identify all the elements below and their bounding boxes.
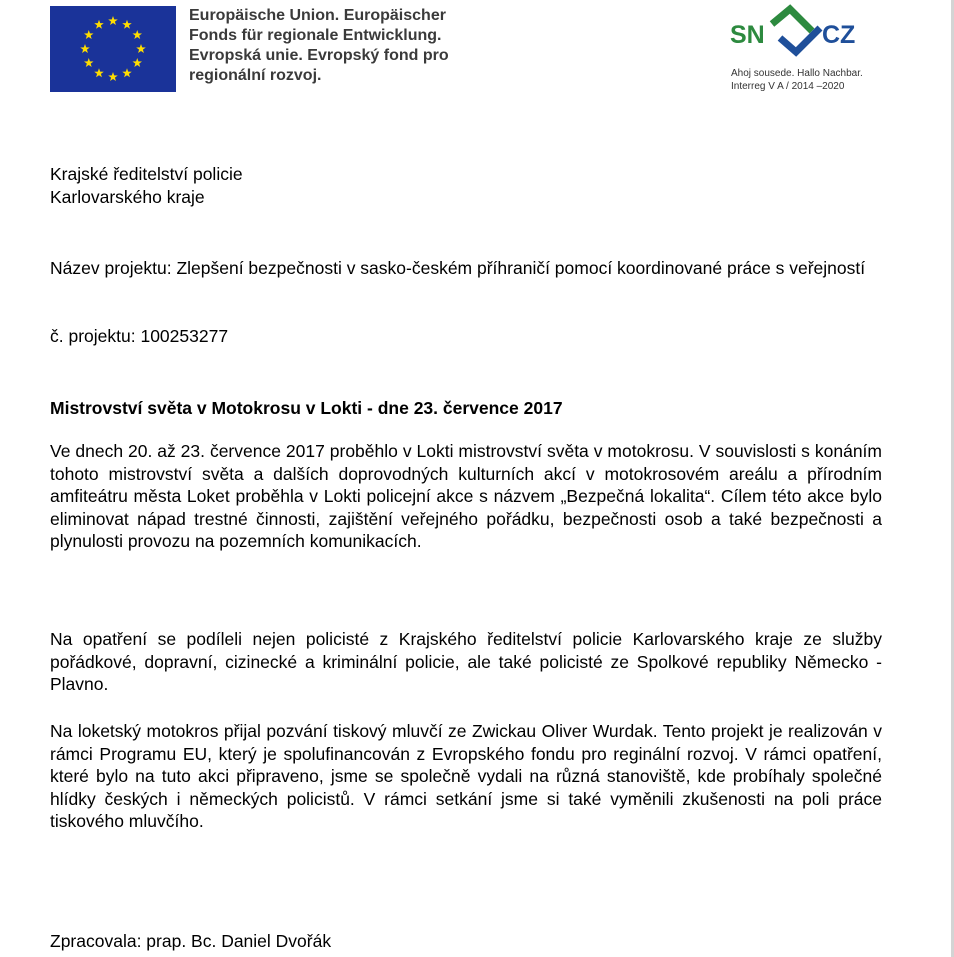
eu-star-icon bbox=[84, 58, 94, 67]
sn-cz-interreg-logo bbox=[728, 4, 868, 100]
sn-cz-logo-icon bbox=[728, 4, 868, 66]
logo-program: Interreg V A / 2014 –2020 bbox=[731, 81, 845, 92]
eu-text-line: Evropská unie. Evropský fond pro bbox=[189, 47, 449, 64]
eu-star-icon bbox=[84, 30, 94, 39]
paragraph-1: Ve dnech 20. až 23. července 2017 proběhlo v Lokti mistrovství světa v motokrosu. V souvislosti s konáním tohoto mistrovství světa a dalších doprovodných kulturních akcí v motokrosovém areálu a přírodním amfiteátru města Loket proběhla v Lokti policejní akce s názvem „Bezpečná lokalita“. Cílem této akce bylo eliminovat nápad trestné činnosti, zajištění veřejného pořádku, bezpečnosti osob a také bezpečnosti a plynulosti provozu na pozemních komunikacích. bbox=[50, 441, 882, 551]
eu-star-icon bbox=[108, 72, 118, 81]
project-name: Název projektu: Zlepšení bezpečnosti v sasko-českém příhraničí pomocí koordinované práce s veřejností bbox=[50, 258, 866, 278]
project-number: č. projektu: 100253277 bbox=[50, 326, 229, 346]
paragraph-2: Na opatření se podíleli nejen policisté z Krajského ředitelství policie Karlovarského kraje ze služby pořádkové, dopravní, cizinecké a kriminální policie, ale také policisté ze Spolkové republiky Německo - Plavno. bbox=[50, 629, 882, 694]
eu-star-icon bbox=[80, 44, 90, 53]
eu-stars-icon bbox=[50, 6, 176, 92]
eu-funding-text bbox=[189, 6, 489, 86]
article-heading: Mistrovství světa v Motokrosu v Lokti - dne 23. července 2017 bbox=[50, 398, 563, 418]
eu-star-icon bbox=[94, 20, 104, 29]
eu-star-icon bbox=[94, 68, 104, 77]
logo-blue-chevron bbox=[780, 28, 820, 52]
logo-green-chevron bbox=[772, 9, 812, 31]
eu-text-line: Fonds für regionale Entwicklung. bbox=[189, 27, 442, 44]
footer-author: Zpracovala: prap. Bc. Daniel Dvořák bbox=[50, 931, 332, 951]
eu-star-icon bbox=[108, 16, 118, 25]
sender-line-2: Karlovarského kraje bbox=[50, 186, 205, 207]
logo-cz-text: CZ bbox=[822, 21, 856, 49]
eu-star-icon bbox=[132, 58, 142, 67]
eu-text-line: regionální rozvoj. bbox=[189, 67, 322, 84]
eu-text-line: Europäische Union. Europäischer bbox=[189, 7, 446, 24]
eu-flag-logo bbox=[50, 6, 176, 92]
paragraph-3: Na loketský motokros přijal pozvání tiskový mluvčí ze Zwickau Oliver Wurdak. Tento projekt je realizován v rámci Programu EU, který je spolufinancován z Evropského fondu pro reginální rozvoj. V rámci opatření, které bylo na tuto akci připraveno, jsme se společně vydali na různá stanoviště, kde probíhaly společné hlídky českých i německých policistů. V rámci setkání jsme si také vyměnili zkušenosti na poli práce tiskového mluvčího. bbox=[50, 721, 882, 831]
logo-tagline: Ahoj sousede. Hallo Nachbar. bbox=[731, 68, 863, 79]
eu-star-icon bbox=[122, 20, 132, 29]
sender-block bbox=[50, 163, 882, 208]
eu-star-icon bbox=[136, 44, 146, 53]
sender-line-1: Krajské ředitelství policie bbox=[50, 164, 243, 184]
logo-sn-text: SN bbox=[730, 21, 765, 49]
eu-star-icon bbox=[122, 68, 132, 77]
eu-star-icon bbox=[132, 30, 142, 39]
